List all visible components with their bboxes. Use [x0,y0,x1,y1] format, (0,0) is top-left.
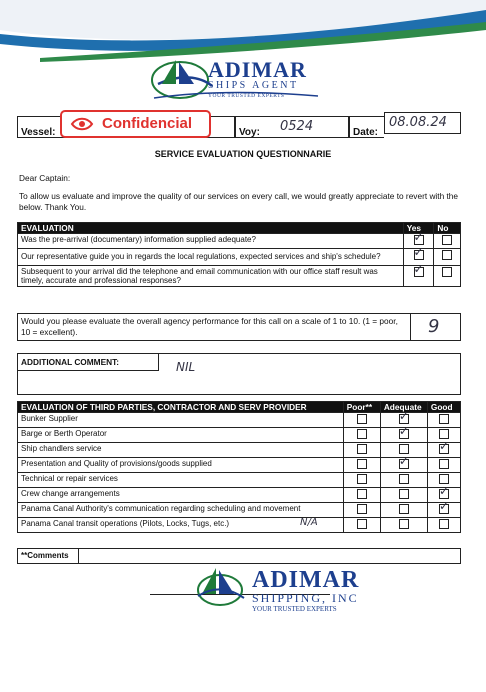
provider-name: Panama Canal transit operations (Pilots, Locks, Tugs, etc.) [21,519,230,528]
adequate-checkbox[interactable] [398,424,409,439]
brand-text [208,57,328,100]
provider-name: Bunker Supplier [21,414,78,423]
poor-checkbox[interactable] [357,489,367,499]
poor-checkbox[interactable] [357,459,367,469]
third-party-header-row [18,402,461,413]
table-row [18,488,461,503]
provider-name: Panama Canal Authority's communication regarding scheduling and movement [21,504,301,513]
check-mark-icon: ✓ [438,499,450,513]
table-row [18,428,461,443]
table-row [18,458,461,473]
adequate-checkbox[interactable] [399,444,409,454]
check-mark-icon: ✓ [398,424,409,438]
confidential-label: Confidencial [102,115,193,132]
provider-name: Presentation and Quality of provisions/goods supplied [21,459,212,468]
intro-text: To allow us evaluate and improve the quality of our services on every call, we would greatly appreciate to revert with the below. Thank You. [19,191,459,212]
date-label: Date: [353,127,379,138]
evaluation-question: Was the pre-arrival (documentary) information supplied adequate? [18,234,404,249]
voy-field[interactable] [235,116,349,138]
provider-name: Technical or repair services [21,474,118,483]
stamp-tagline: YOUR TRUSTED EXPERTS [252,605,337,613]
table-row [18,234,461,249]
table-row [18,413,461,428]
good-checkbox[interactable] [439,414,449,424]
evaluation-header: EVALUATION [18,223,404,234]
evaluation-question: Subsequent to your arrival did the telephone and email communication with our office staff result was timely, accurate and professional responses? [18,266,404,287]
check-mark-icon: ✓ [413,245,424,259]
comments-box[interactable] [17,548,461,564]
poor-checkbox[interactable] [357,504,367,514]
eye-icon [70,116,94,132]
evaluation-question: Our representative guide you in regards the local regulations, expected services and ship's schedule? [18,249,404,266]
stamp-name: ADIMAR [252,567,360,593]
yes-header: Yes [403,223,434,234]
confidential-stamp [60,110,211,138]
check-mark-icon: ✓ [398,454,409,468]
no-header: No [434,223,461,234]
good-checkbox[interactable] [439,459,449,469]
provider-name: Barge or Berth Operator [21,429,107,438]
table-row [18,249,461,266]
table-row [18,518,461,533]
brand-subtitle: SHIPS AGENT [208,80,299,91]
stamp-logo-icon [196,566,246,608]
stamp-subtitle: SHIPPING, INC [252,591,359,605]
header-fields [17,110,461,140]
voy-label: Voy: [239,127,260,138]
third-party-table [17,401,461,533]
brand-name: ADIMAR [208,57,307,82]
check-mark-icon: ✓ [438,439,450,453]
adequate-checkbox[interactable] [398,454,409,469]
yes-checkbox[interactable] [413,262,424,277]
check-mark-icon: ✓ [413,230,424,244]
adequate-checkbox[interactable] [399,474,409,484]
good-checkbox[interactable] [438,439,450,454]
table-row [18,473,461,488]
greeting: Dear Captain: [19,173,71,183]
scale-value: 9 [428,316,440,337]
voy-value: 0524 [280,119,314,134]
adequate-header: Adequate [380,402,427,413]
table-row [18,443,461,458]
yes-checkbox[interactable] [413,230,424,245]
adequate-checkbox[interactable] [399,504,409,514]
additional-comment-value: NIL [176,360,196,374]
poor-checkbox[interactable] [357,519,367,529]
no-checkbox[interactable] [442,250,452,260]
adequate-checkbox[interactable] [399,489,409,499]
adequate-checkbox[interactable] [398,409,409,424]
evaluation-header-row [18,223,461,234]
provider-name: Crew change arrangements [21,489,120,498]
third-party-header: EVALUATION OF THIRD PARTIES, CONTRACTOR AND SERV PROVIDER [18,402,344,413]
provider-name: Ship chandlers service [21,444,102,453]
table-row [18,266,461,287]
good-checkbox[interactable] [438,499,450,514]
comments-label: **Comments [21,551,69,560]
third-party-rows [18,409,461,533]
evaluation-table [17,222,461,287]
no-checkbox[interactable] [442,235,452,245]
scale-question: Would you please evaluate the overall agency performance for this call on a scale of 1 to 10. (1 = poor, 10 = excellent). [21,316,398,337]
poor-checkbox[interactable] [357,474,367,484]
brand-tagline: YOUR TRUSTED EXPERTS [208,93,285,99]
check-mark-icon: ✓ [438,484,450,498]
date-value: 08.08.24 [389,115,447,130]
divider [410,314,411,340]
good-header: Good [427,402,460,413]
additional-comment-label: ADDITIONAL COMMENT: [21,357,120,367]
table-row [18,503,461,518]
poor-checkbox[interactable] [357,429,367,439]
adequate-checkbox[interactable] [399,519,409,529]
additional-comment-box[interactable] [17,353,461,395]
check-mark-icon: ✓ [398,409,409,423]
poor-checkbox[interactable] [357,444,367,454]
vessel-label: Vessel: [21,127,56,138]
provider-note: N/A [300,517,318,528]
yes-checkbox[interactable] [413,245,424,260]
date-value-box[interactable] [384,112,461,134]
good-checkbox[interactable] [439,474,449,484]
document-title: SERVICE EVALUATION QUESTIONNARIE [154,149,332,159]
good-checkbox[interactable] [439,429,449,439]
no-checkbox[interactable] [442,267,452,277]
performance-scale[interactable] [17,313,461,341]
date-field[interactable] [349,116,384,138]
poor-header: Poor** [343,402,380,413]
good-checkbox[interactable] [439,519,449,529]
stamp-text [252,569,392,614]
check-mark-icon: ✓ [413,262,424,276]
poor-checkbox[interactable] [357,414,367,424]
good-checkbox[interactable] [438,484,450,499]
